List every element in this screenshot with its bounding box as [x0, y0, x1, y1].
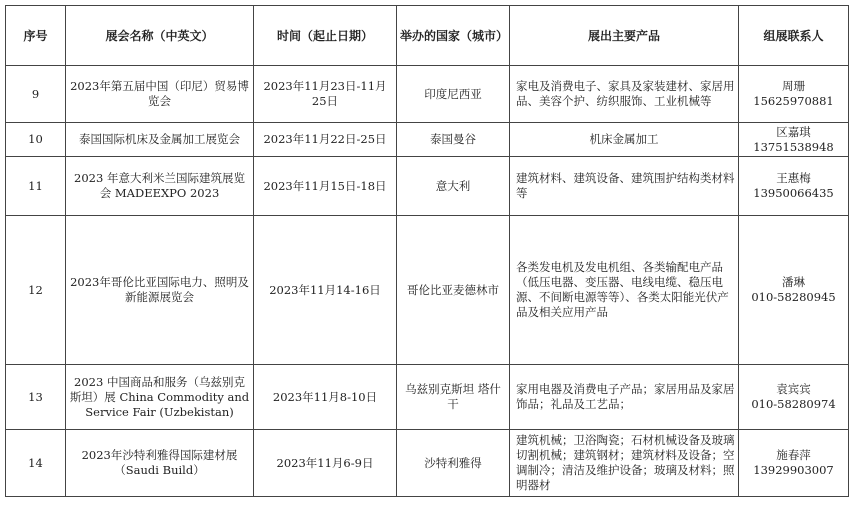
header-no: 序号: [6, 6, 66, 66]
cell-no: 14: [6, 430, 66, 497]
cell-name: 2023年第五届中国（印尼）贸易博览会: [66, 66, 254, 123]
cell-time: 2023年11月15日-18日: [254, 157, 397, 216]
cell-time: 2023年11月8-10日: [254, 365, 397, 430]
table-row: [6, 430, 849, 497]
header-products: 展出主要产品: [510, 6, 739, 66]
header-contact: 组展联系人: [739, 6, 849, 66]
cell-country: 泰国曼谷: [397, 123, 510, 157]
cell-country: 意大利: [397, 157, 510, 216]
cell-contact: [739, 216, 849, 365]
cell-no: 9: [6, 66, 66, 123]
cell-country: 哥伦比亚麦德林市: [397, 216, 510, 365]
contact-name: 袁宾宾: [776, 382, 811, 396]
cell-products: 家电及消费电子、家具及家装建材、家居用品、美容个护、纺织服饰、工业机械等: [510, 66, 739, 123]
cell-name: 2023 中国商品和服务（乌兹别克斯坦）展 China Commodity and Service Fair (Uzbekistan): [66, 365, 254, 430]
cell-country: 沙特利雅得: [397, 430, 510, 497]
cell-no: 12: [6, 216, 66, 365]
cell-no: 10: [6, 123, 66, 157]
cell-time: 2023年11月14-16日: [254, 216, 397, 365]
contact-phone: 13950066435: [753, 186, 834, 200]
contact-name: 施春萍: [776, 448, 811, 462]
contact-phone: 010-58280974: [751, 397, 836, 411]
cell-country: 印度尼西亚: [397, 66, 510, 123]
cell-time: 2023年11月6-9日: [254, 430, 397, 497]
cell-contact: [739, 365, 849, 430]
cell-name: 2023 年意大利米兰国际建筑展览会 MADEEXPO 2023: [66, 157, 254, 216]
table-row: [6, 365, 849, 430]
cell-contact: [739, 66, 849, 123]
contact-phone: 13929903007: [753, 463, 834, 477]
exhibition-table: [5, 5, 849, 497]
contact-phone: 15625970881: [753, 94, 834, 108]
cell-products: 建筑材料、建筑设备、建筑围护结构类材料等: [510, 157, 739, 216]
cell-products: 机床金属加工: [510, 123, 739, 157]
contact-name: 周珊: [782, 79, 805, 93]
cell-name: 2023年沙特利雅得国际建材展（Saudi Build）: [66, 430, 254, 497]
cell-products: 家用电器及消费电子产品；家居用品及家居饰品；礼品及工艺品；: [510, 365, 739, 430]
cell-contact: [739, 430, 849, 497]
cell-contact: [739, 157, 849, 216]
contact-name: 潘琳: [782, 275, 805, 289]
header-time: 时间（起止日期）: [254, 6, 397, 66]
table-row: [6, 216, 849, 365]
contact-phone: 13751538948: [753, 139, 834, 154]
header-country: 举办的国家（城市）: [397, 6, 510, 66]
table-row: [6, 123, 849, 157]
contact-phone: 010-58280945: [751, 290, 836, 304]
cell-no: 13: [6, 365, 66, 430]
cell-name: 泰国国际机床及金属加工展览会: [66, 123, 254, 157]
cell-time: 2023年11月22日-25日: [254, 123, 397, 157]
header-row: [6, 6, 849, 66]
cell-products: 建筑机械；卫浴陶瓷；石材机械设备及玻璃切割机械；建筑钢材；建筑材料及设备；空调制冷；清洁及维护设备；玻璃及材料；照明器材: [510, 430, 739, 497]
cell-no: 11: [6, 157, 66, 216]
exhibition-table-container: [5, 5, 849, 497]
cell-country: 乌兹别克斯坦 塔什干: [397, 365, 510, 430]
header-name: 展会名称（中英文）: [66, 6, 254, 66]
cell-time: 2023年11月23日-11月25日: [254, 66, 397, 123]
contact-name: 区嘉琪: [776, 124, 811, 139]
cell-name: 2023年哥伦比亚国际电力、照明及新能源展览会: [66, 216, 254, 365]
cell-products: 各类发电机及发电机组、各类输配电产品（低压电器、变压器、电线电缆、稳压电源、不间断电源等等）、各类太阳能光伏产品及相关应用产品: [510, 216, 739, 365]
cell-contact: [739, 123, 849, 157]
table-row: [6, 66, 849, 123]
contact-name: 王惠梅: [776, 171, 811, 185]
table-row: [6, 157, 849, 216]
